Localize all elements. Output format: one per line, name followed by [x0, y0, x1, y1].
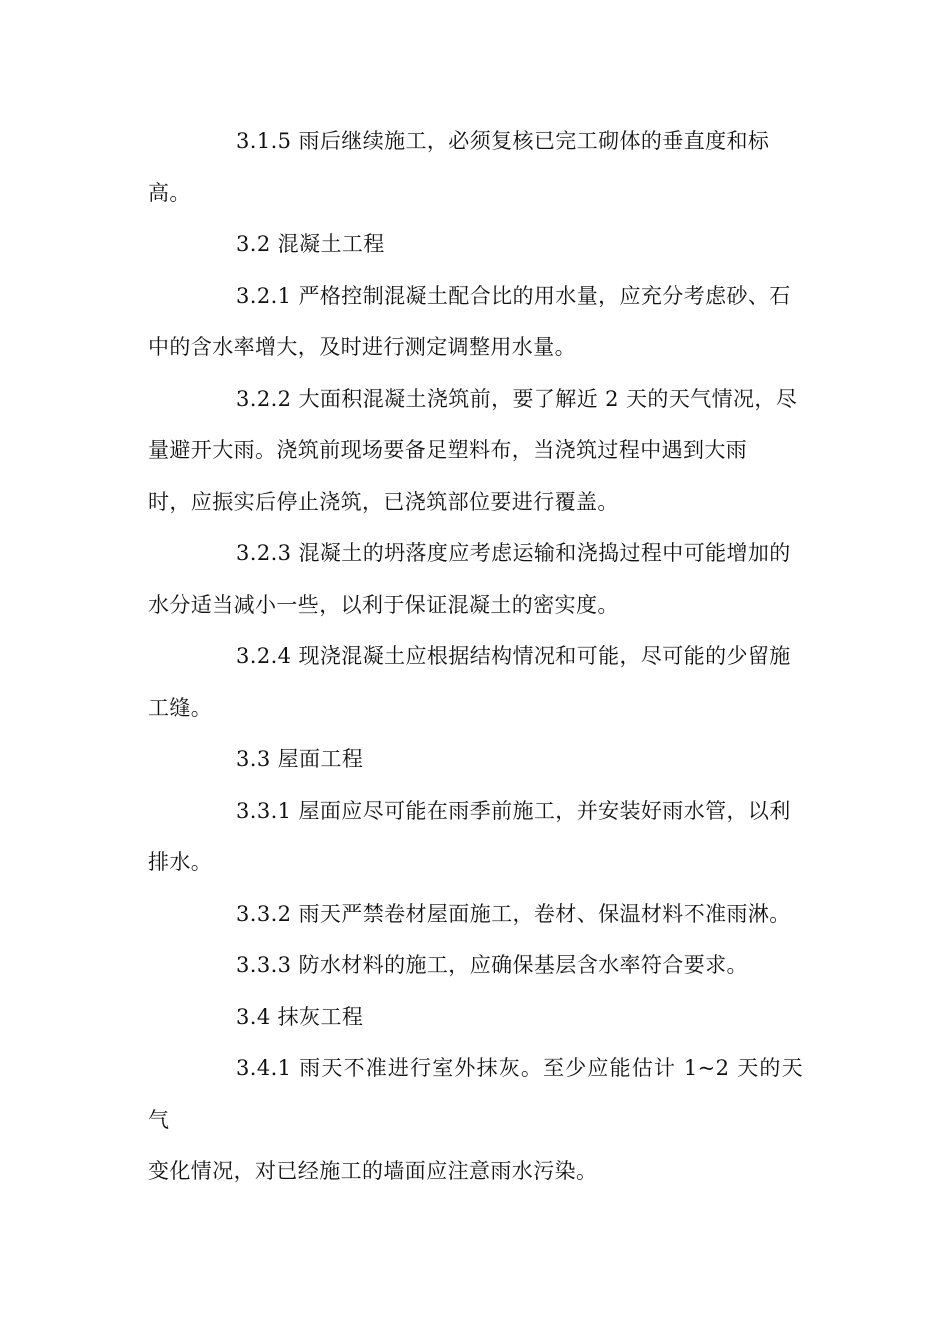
paragraph-line: 3.1.5 雨后继续施工，必须复核已完工砌体的垂直度和标 — [236, 129, 770, 153]
paragraph-line: 中的含水率增大，及时进行测定调整用水量。 — [148, 335, 576, 359]
paragraph-line: 3.2.1 严格控制混凝土配合比的用水量，应充分考虑砂、石 — [236, 283, 791, 308]
section-heading-3-3 — [148, 734, 803, 786]
paragraph-3-2-4 — [148, 631, 803, 734]
paragraph-line: 变化情况，对已经施工的墙面应注意雨水污染。 — [148, 1159, 598, 1183]
heading-text: 3.3 屋面工程 — [236, 747, 364, 771]
paragraph-line: 高。 — [148, 180, 191, 205]
section-heading-3-2 — [148, 219, 803, 271]
paragraph-line: 3.2.4 现浇混凝土应根据结构情况和可能，尽可能的少留施 — [236, 644, 791, 668]
paragraph-3-1-5 — [148, 116, 803, 219]
paragraph-line: 3.3.3 防水材料的施工，应确保基层含水率符合要求。 — [236, 953, 748, 977]
paragraph-3-2-2 — [148, 374, 803, 529]
heading-text: 3.2 混凝土工程 — [236, 232, 385, 256]
paragraph-3-3-1 — [148, 786, 803, 889]
paragraph-3-4-1 — [148, 1043, 803, 1198]
paragraph-line: 时，应振实后停止浇筑，已浇筑部位要进行覆盖。 — [148, 489, 619, 514]
paragraph-line: 3.2.3 混凝土的坍落度应考虑运输和浇捣过程中可能增加的 — [236, 541, 791, 565]
paragraph-line: 量避开大雨。浇筑前现场要备足塑料布，当浇筑过程中遇到大雨 — [148, 438, 748, 462]
paragraph-line: 3.3.1 屋面应尽可能在雨季前施工，并安装好雨水管，以利 — [236, 798, 791, 823]
section-heading-3-4 — [148, 992, 803, 1044]
paragraph-line: 工缝。 — [148, 695, 213, 720]
paragraph-line: 水分适当减小一些，以利于保证混凝土的密实度。 — [148, 592, 619, 617]
paragraph-line: 3.3.2 雨天严禁卷材屋面施工，卷材、保温材料不准雨淋。 — [236, 901, 791, 926]
paragraph-3-3-2 — [148, 889, 803, 941]
paragraph-line: 3.4.1 雨天不准进行室外抹灰。至少应能估计 1~2 天的天气 — [148, 1056, 803, 1132]
paragraph-3-3-3 — [148, 940, 803, 992]
paragraph-3-2-3 — [148, 528, 803, 631]
heading-text: 3.4 抹灰工程 — [236, 1004, 364, 1029]
document-body — [148, 116, 803, 1198]
paragraph-line: 3.2.2 大面积混凝土浇筑前，要了解近 2 天的天气情况，尽 — [236, 386, 798, 411]
paragraph-line: 排水。 — [148, 850, 213, 874]
paragraph-3-2-1 — [148, 271, 803, 374]
